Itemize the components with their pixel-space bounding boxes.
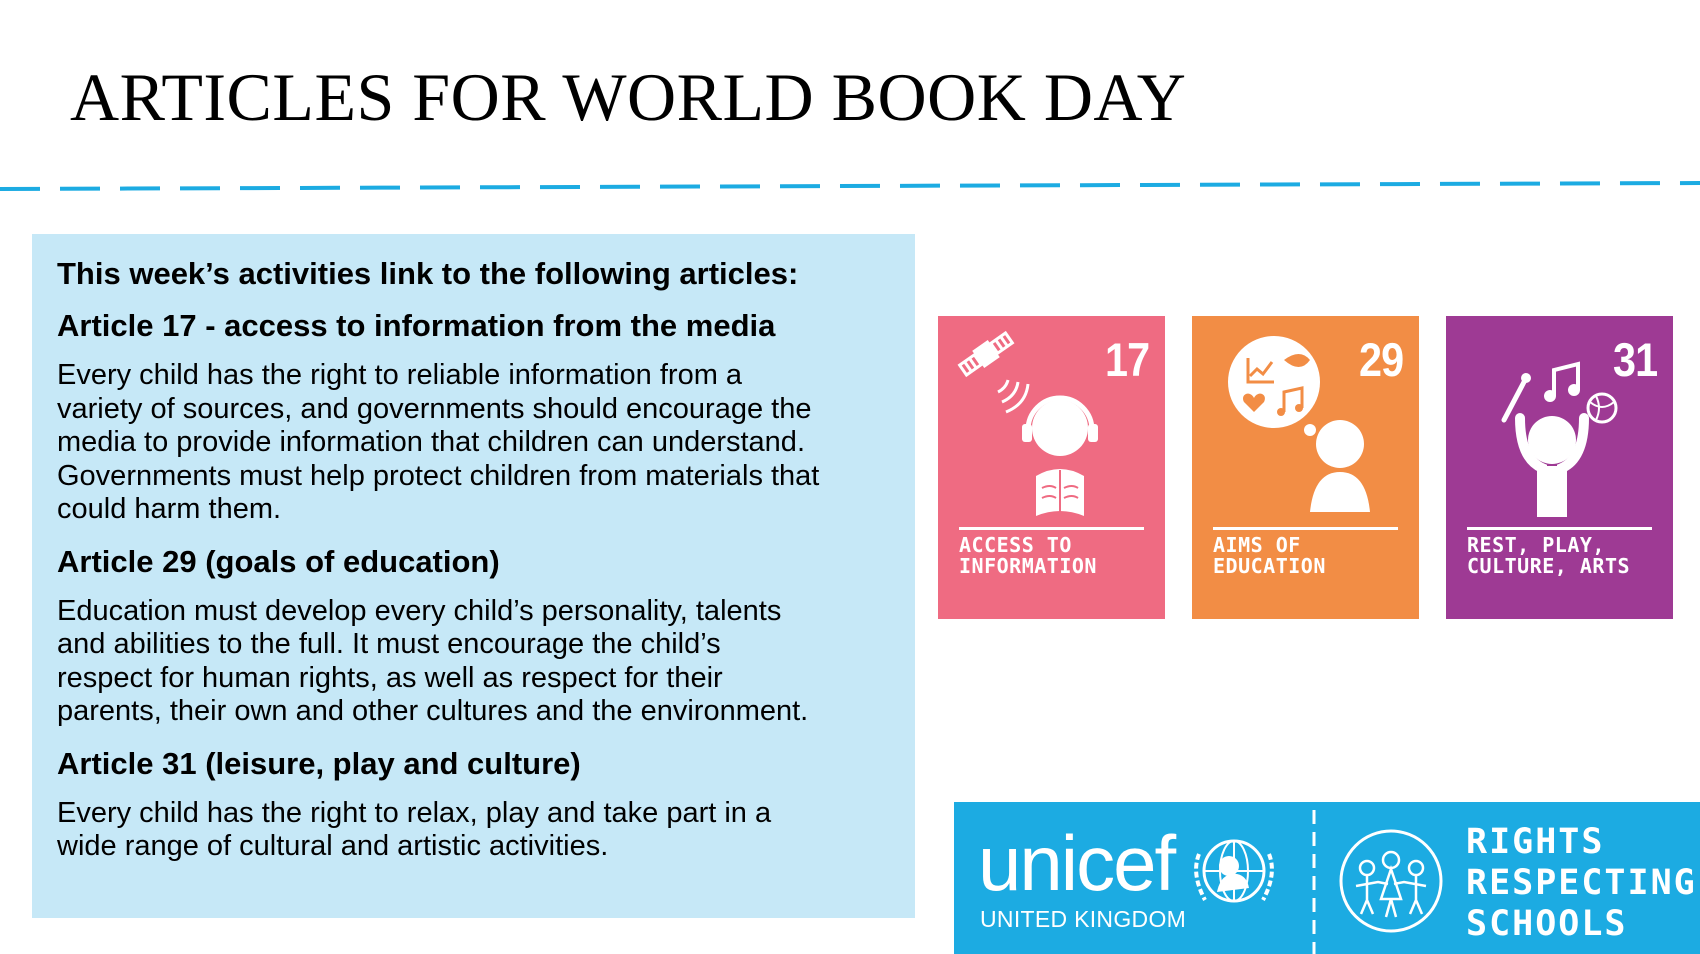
rights-respecting-schools-emblem-icon xyxy=(1334,824,1449,939)
card-number: 29 xyxy=(1358,333,1403,386)
unicef-rrs-logo-band xyxy=(954,802,1700,954)
article-17-body: Every child has the right to reliable information from a variety of sources, and governments should encourage the media to provide information that children can understand. Governments must help protect children from materials that could harm them. xyxy=(57,359,820,525)
card-number: 31 xyxy=(1612,333,1657,386)
article-card-31 xyxy=(1446,316,1673,619)
unicef-emblem-icon xyxy=(1187,824,1282,919)
logo-separator xyxy=(1312,810,1316,954)
article-31-body: Every child has the right to relax, play and take part in a wide range of cultural and artistic activities. xyxy=(57,796,772,862)
unicef-subtitle: UNITED KINGDOM xyxy=(980,906,1187,932)
article-card-17 xyxy=(938,316,1165,619)
rights-respecting-schools-text: RIGHTS RESPECTING SCHOOLS xyxy=(1466,822,1697,944)
article-31-heading: Article 31 (leisure, play and culture) xyxy=(57,745,581,781)
article-29-body: Education must develop every child’s personality, talents and abilities to the full. It must encourage the child’s respect for human rights, as well as respect for their parents, their own and other cultures and the environment. xyxy=(57,594,809,727)
article-card-29 xyxy=(1192,316,1419,619)
article-17-heading: Article 17 - access to information from the media xyxy=(57,308,776,343)
card-label: REST, PLAY, CULTURE, ARTS xyxy=(1467,533,1631,578)
unicef-wordmark: unicef xyxy=(978,819,1175,907)
articles-panel xyxy=(32,234,915,918)
slide-title: ARTICLES FOR WORLD BOOK DAY xyxy=(70,59,1187,135)
card-label: ACCESS TO INFORMATION xyxy=(959,533,1097,578)
dashed-divider xyxy=(0,175,1700,195)
card-label: AIMS OF EDUCATION xyxy=(1213,533,1326,578)
card-divider xyxy=(959,527,1144,530)
card-divider xyxy=(1213,527,1398,530)
panel-intro: This week’s activities link to the following articles: xyxy=(57,256,799,291)
card-number: 17 xyxy=(1104,333,1149,386)
card-divider xyxy=(1467,527,1652,530)
article-29-heading: Article 29 (goals of education) xyxy=(57,543,500,579)
